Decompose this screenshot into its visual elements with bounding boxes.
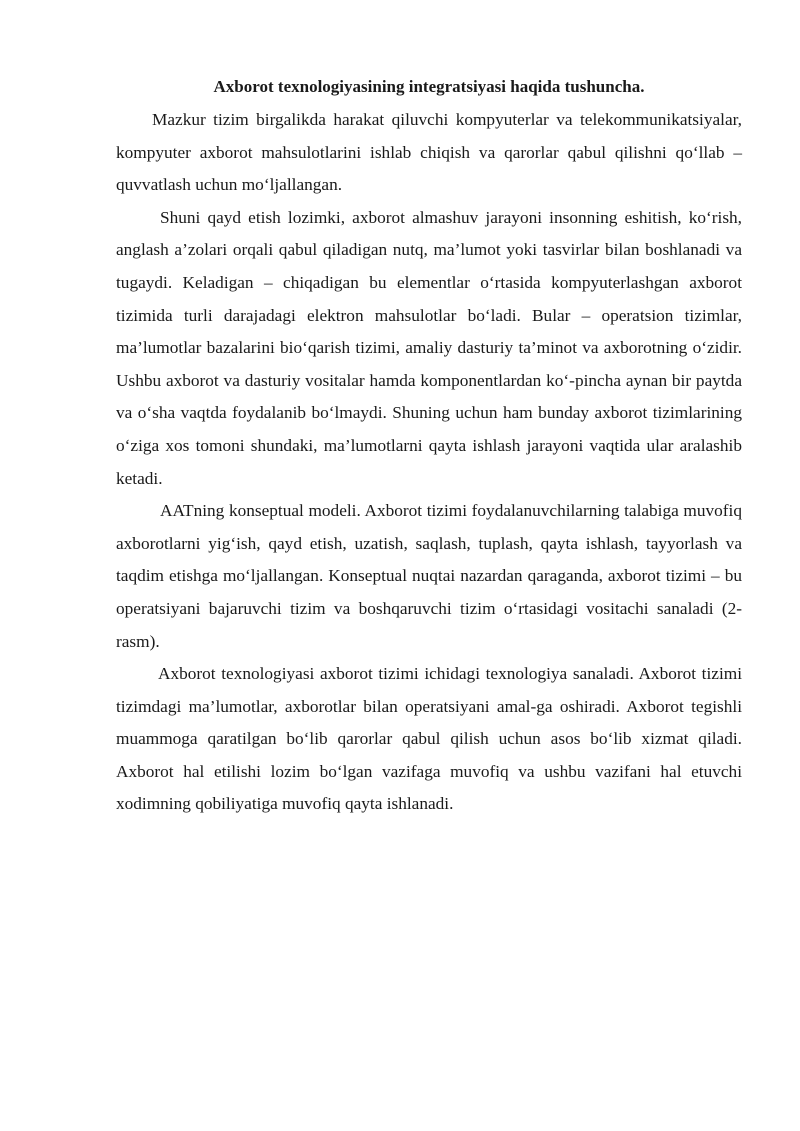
paragraph-4: Axborot texnologiyasi axborot tizimi ichidagi texnologiya sanaladi. Axborot tizimi tizimdagi ma’lumotlar, axborotlar bilan operatsiyani amal-ga oshiradi. Axborot tegishli muammoga qaratilgan bo‘lib qarorlar qabul qilish uchun asos bo‘lib xizmat qiladi. Axborot hal etilishi lozim bo‘lgan vazifaga muvofiq va ushbu vazifani hal etuvchi xodimning qobiliyatiga muvofiq qayta ishlanadi.: [116, 664, 742, 814]
paragraph-3: AATning konseptual modeli. Axborot tizimi foydalanuvchilarning talabiga muvofiq axborotlarni yig‘ish, qayd etish, uzatish, saqlash, tuplash, qayta ishlash, tayyorlash va taqdim etishga mo‘ljallangan. Konseptual nuqtai nazardan qaraganda, axborot tizimi – bu operatsiyani bajaruvchi tizim va boshqaruvchi tizim o‘rtasidagi vositachi sanaladi (2-rasm).: [116, 501, 742, 651]
document-page: [116, 72, 742, 821]
document-title: Axborot texnologiyasining integratsiyasi haqida tushuncha.: [213, 77, 645, 96]
paragraph-2: Shuni qayd etish lozimki, axborot almashuv jarayoni insonning eshitish, ko‘rish, anglash a’zolari orqali qabul qiladigan nutq, ma’lumot yoki tasvirlar bilan boshlanadi va tugaydi. Keladigan – chiqadigan bu elementlar o‘rtasida kompyuterlashgan axborot tizimida turli darajadagi elektron mahsulotlar bo‘ladi. Bular – operatsion tizimlar, ma’lumotlar bazalarini bio‘qarish tizimi, amaliy dasturiy ta’minot va axborotning o‘zidir. Ushbu axborot va dasturiy vositalar hamda komponentlardan ko‘-pincha aynan bir paytda va o‘sha vaqtda foydalanib bo‘lmaydi. Shuning uchun ham bunday axborot tizimlarining o‘ziga xos tomoni shundaki, ma’lumotlarni qayta ishlash jarayoni vaqtida ular aralashib ketadi.: [116, 207, 742, 488]
paragraph-1: Mazkur tizim birgalikda harakat qiluvchi kompyuterlar va telekommunikatsiyalar, kompyuter axborot mahsulotlarini ishlab chiqish va qarorlar qabul qilishni qo‘llab – quvvatlash uchun mo‘ljallangan.: [116, 110, 742, 195]
